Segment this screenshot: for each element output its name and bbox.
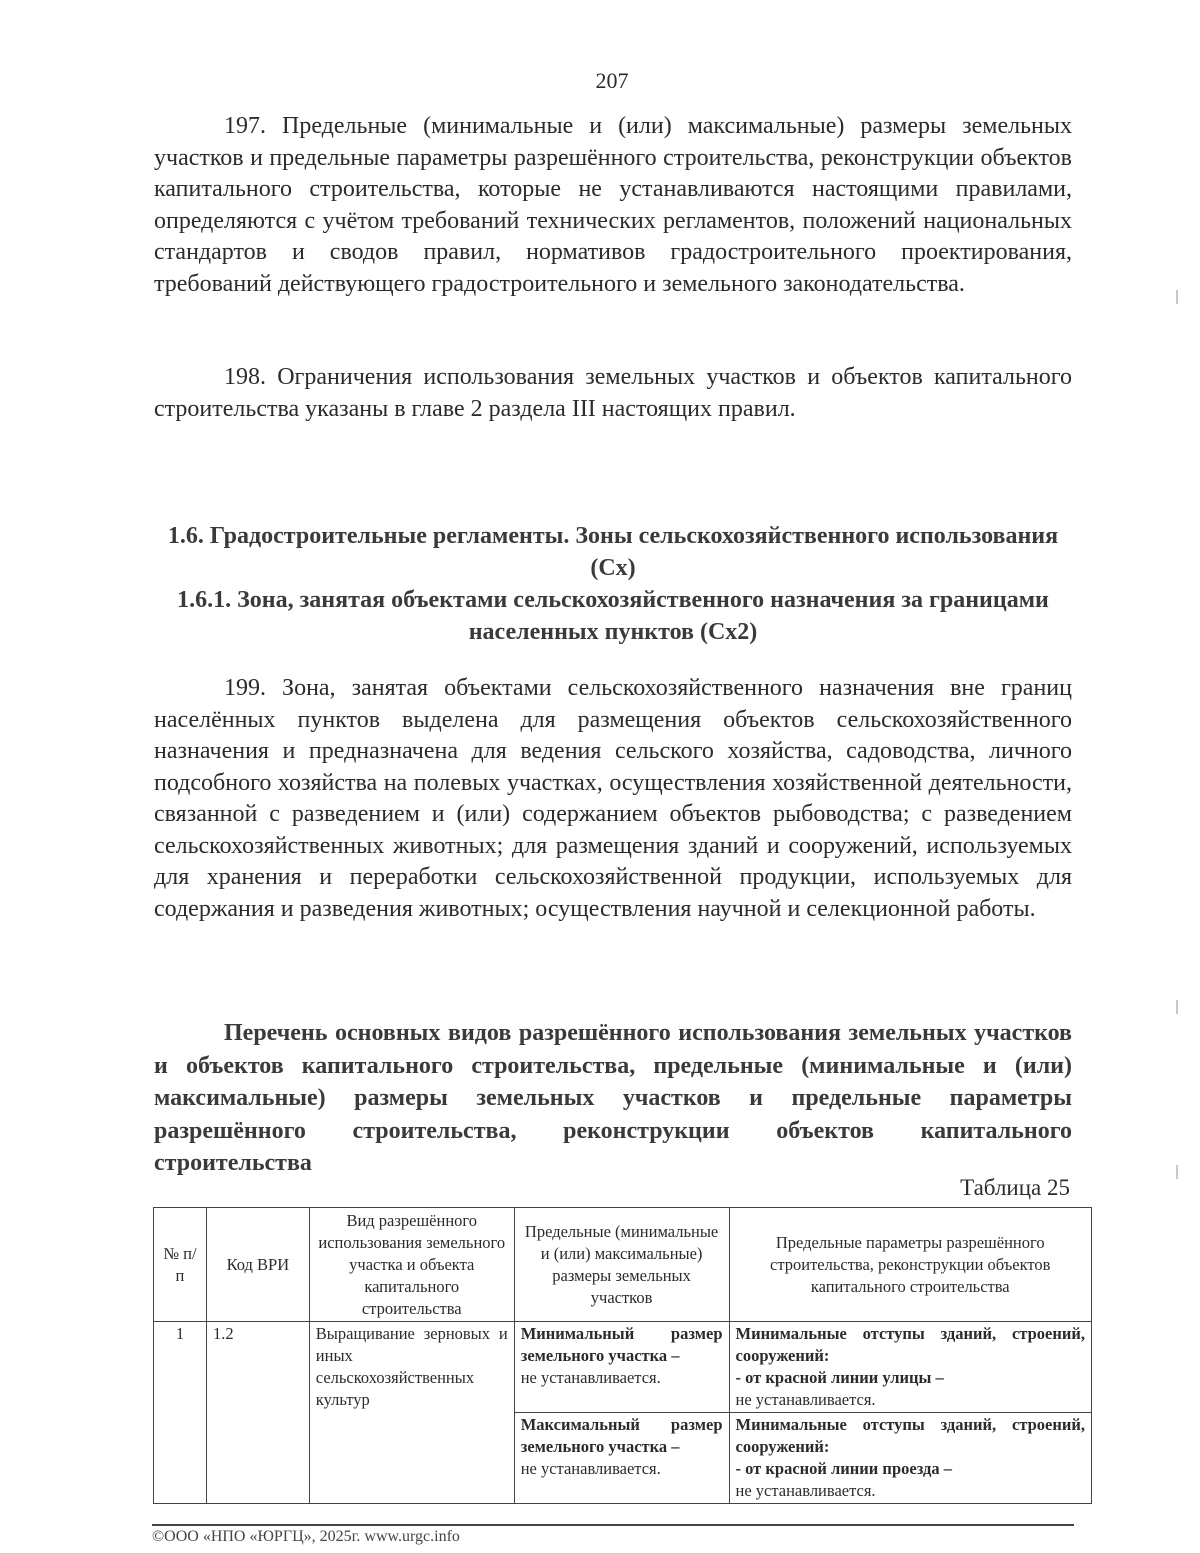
- cell-max-size: [514, 1413, 729, 1504]
- param-passage-value: не устанавливается.: [735, 1481, 876, 1500]
- cell-code: 1.2: [206, 1322, 309, 1504]
- paragraph-197: 197. Предельные (минимальные и (или) максимальные) размеры земельных участков и предельные параметры разрешённого строительства, реконструкции объектов капитального строительства, которые не устанавливаются настоящими правилами, определяются с учётом требований технических регламентов, положений национальных стандартов и сводов правил, нормативов градостроительного проектирования, требований действующего градостроительного и земельного законодательства.: [154, 113, 1072, 297]
- param-passage-item: - от красной линии проезда –: [735, 1459, 952, 1478]
- header-sizes: Предельные (минимальные и (или) максимальные) размеры земельных участков: [514, 1208, 729, 1322]
- table-caption: Таблица 25: [960, 1175, 1070, 1200]
- subsection-heading: 1.6.1. Зона, занятая объектами сельскохозяйственного назначения за границами населенных пунктов (Сх2): [177, 587, 1049, 645]
- footer-copyright: ©ООО «НПО «ЮРГЦ», 2025г. www.urgc.info: [152, 1528, 460, 1545]
- min-size-label: Минимальный размер земельного участка –: [520, 1324, 723, 1365]
- paragraph-199: 199. Зона, занятая объектами сельскохозяйственного назначения вне границ населённых пунктов выделена для размещения объектов сельскохозяйственного назначения и предназначена для ведения сельского хозяйства, садоводства, личного подсобного хозяйства на полевых участках, осуществления хозяйственной деятельности, связанной с разведением и (или) содержанием объектов рыбоводства; с разведением сельскохозяйственных животных; для размещения зданий и сооружений, используемых для хранения и переработки сельскохозяйственной продукции, используемых для содержания и разведения животных; осуществления научной и селекционной работы.: [154, 675, 1072, 922]
- min-size-value: не устанавливается.: [520, 1368, 661, 1387]
- cell-param-street: [729, 1322, 1092, 1413]
- section-heading: 1.6. Градостроительные регламенты. Зоны сельскохозяйственного использования (Сх): [167, 523, 1059, 581]
- param-passage-label: Минимальные отступы зданий, строений, сооружений:: [735, 1415, 1085, 1456]
- footer-rule: [152, 1524, 1074, 1526]
- cell-num: 1: [154, 1322, 207, 1504]
- scan-artifact: [1176, 1165, 1178, 1179]
- param-street-item: - от красной линии улицы –: [735, 1368, 944, 1387]
- max-size-value: не устанавливается.: [520, 1459, 661, 1478]
- header-kind: Вид разрешённого использования земельного участка и объекта капитального строительства: [309, 1208, 514, 1322]
- table-header-row: [154, 1208, 1092, 1322]
- regulations-table: [153, 1207, 1092, 1504]
- cell-min-size: [514, 1322, 729, 1413]
- max-size-label: Максимальный размер земельного участка –: [520, 1415, 723, 1456]
- cell-param-passage: [729, 1413, 1092, 1504]
- scan-artifact: [1176, 1000, 1178, 1014]
- table-row: [154, 1322, 1092, 1413]
- list-title: Перечень основных видов разрешённого использования земельных участков и объектов капитального строительства, предельные (минимальные и (или) максимальные) размеры земельных участков и предельные параметры разрешённого строительства, реконструкции объектов капитального строительства: [154, 1020, 1072, 1176]
- header-code: Код ВРИ: [206, 1208, 309, 1322]
- param-street-label: Минимальные отступы зданий, строений, сооружений:: [735, 1324, 1085, 1365]
- page-number: 207: [595, 68, 629, 93]
- scan-artifact: [1176, 290, 1178, 304]
- param-street-value: не устанавливается.: [735, 1390, 876, 1409]
- header-params: Предельные параметры разрешённого строительства, реконструкции объектов капитального строительства: [729, 1208, 1092, 1322]
- header-num: № п/п: [154, 1208, 207, 1322]
- cell-kind: Выращивание зерновых и иных сельскохозяйственных культур: [309, 1322, 514, 1504]
- paragraph-198: 198. Ограничения использования земельных участков и объектов капитального строительства указаны в главе 2 раздела III настоящих правил.: [154, 364, 1072, 422]
